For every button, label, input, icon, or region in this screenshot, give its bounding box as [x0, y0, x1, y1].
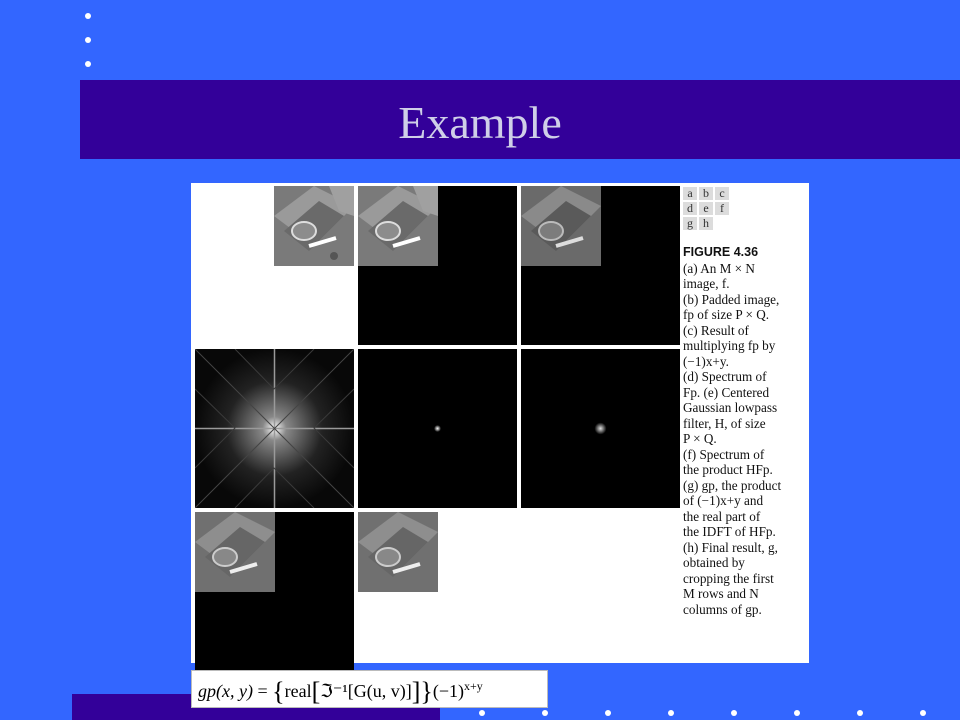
- formula-exponent: x+y: [463, 679, 483, 693]
- label-a: a: [683, 187, 697, 200]
- formula-inverse: ℑ⁻¹[G(u, v)]: [320, 681, 412, 701]
- panel-g-image: [195, 512, 275, 592]
- bullet-dot: [85, 61, 91, 67]
- slide-title: Example: [398, 97, 562, 148]
- caption-line: (c) Result of: [683, 322, 749, 338]
- panel-b: [358, 186, 517, 345]
- caption-line: (a) An M × N: [683, 260, 755, 276]
- caption-line: (−1)x+y.: [683, 353, 729, 369]
- formula: gp(x, y) = {real[ℑ⁻¹[G(u, $v)]]\}(-1)^{x+y}$: [191, 670, 548, 708]
- panel-c-image: [521, 186, 601, 266]
- bullet-dot: [605, 710, 611, 716]
- caption-line: Gaussian lowpass: [683, 400, 778, 415]
- bullet-dot: [920, 710, 926, 716]
- formula-factor: (−1): [432, 681, 464, 701]
- caption-line: Fp. (e) Centered: [683, 384, 770, 400]
- bullet-dot: [85, 13, 91, 19]
- bullet-dot: [668, 710, 674, 716]
- bullet-dot: [731, 710, 737, 716]
- caption-lines: [683, 261, 805, 618]
- caption-line: P × Q.: [683, 431, 717, 446]
- panel-d-spectrum: [195, 349, 354, 508]
- panel-f-product: [521, 349, 680, 508]
- figure-caption: [683, 245, 805, 617]
- label-d: d: [683, 202, 697, 215]
- formula-equals: =: [257, 681, 268, 701]
- label-f: f: [715, 202, 729, 215]
- panel-g: [195, 512, 354, 671]
- panel-e-filter: [358, 349, 517, 508]
- label-g: g: [683, 217, 697, 230]
- formula-real: real: [284, 681, 312, 701]
- caption-line: multiplying fp by: [683, 338, 776, 353]
- bullet-dot: [857, 710, 863, 716]
- caption-line: (d) Spectrum of: [683, 369, 767, 384]
- caption-line: obtained by: [683, 555, 745, 570]
- caption-line: the product HFp.: [683, 462, 773, 477]
- bullet-dot: [85, 37, 91, 43]
- panel-h-image: [358, 512, 438, 592]
- caption-line: M rows and N: [683, 586, 759, 601]
- label-h: h: [699, 217, 713, 230]
- caption-line: the real part of: [683, 508, 761, 524]
- caption-line: the IDFT of HFp.: [683, 524, 776, 539]
- figure-heading: FIGURE 4.36: [683, 245, 759, 259]
- label-c: c: [715, 187, 729, 200]
- bullet-dot: [479, 710, 485, 716]
- caption-line: of (−1)x+y and: [683, 493, 764, 508]
- caption-line: image, f.: [683, 276, 730, 291]
- label-b: b: [699, 187, 713, 200]
- circuit-photo: [274, 186, 354, 266]
- formula-lhs: gp(x, y): [198, 681, 253, 701]
- bullet-dot: [794, 710, 800, 716]
- caption-line: filter, H, of size: [683, 415, 766, 431]
- caption-line: cropping the first: [683, 570, 774, 586]
- panel-label-grid: [683, 187, 731, 232]
- spectrum-image: [195, 349, 354, 508]
- panel-a-image: [274, 186, 354, 266]
- caption-line: (g) gp, the product: [683, 477, 782, 493]
- caption-line: (b) Padded image,: [683, 291, 780, 307]
- caption-line: (h) Final result, g,: [683, 539, 778, 555]
- caption-line: fp of size P × Q.: [683, 307, 770, 322]
- caption-line: (f) Spectrum of: [683, 446, 765, 462]
- caption-line: columns of gp.: [683, 601, 762, 617]
- panel-b-image: [358, 186, 438, 266]
- panel-c: [521, 186, 680, 345]
- bullet-dot: [542, 710, 548, 716]
- label-e: e: [699, 202, 713, 215]
